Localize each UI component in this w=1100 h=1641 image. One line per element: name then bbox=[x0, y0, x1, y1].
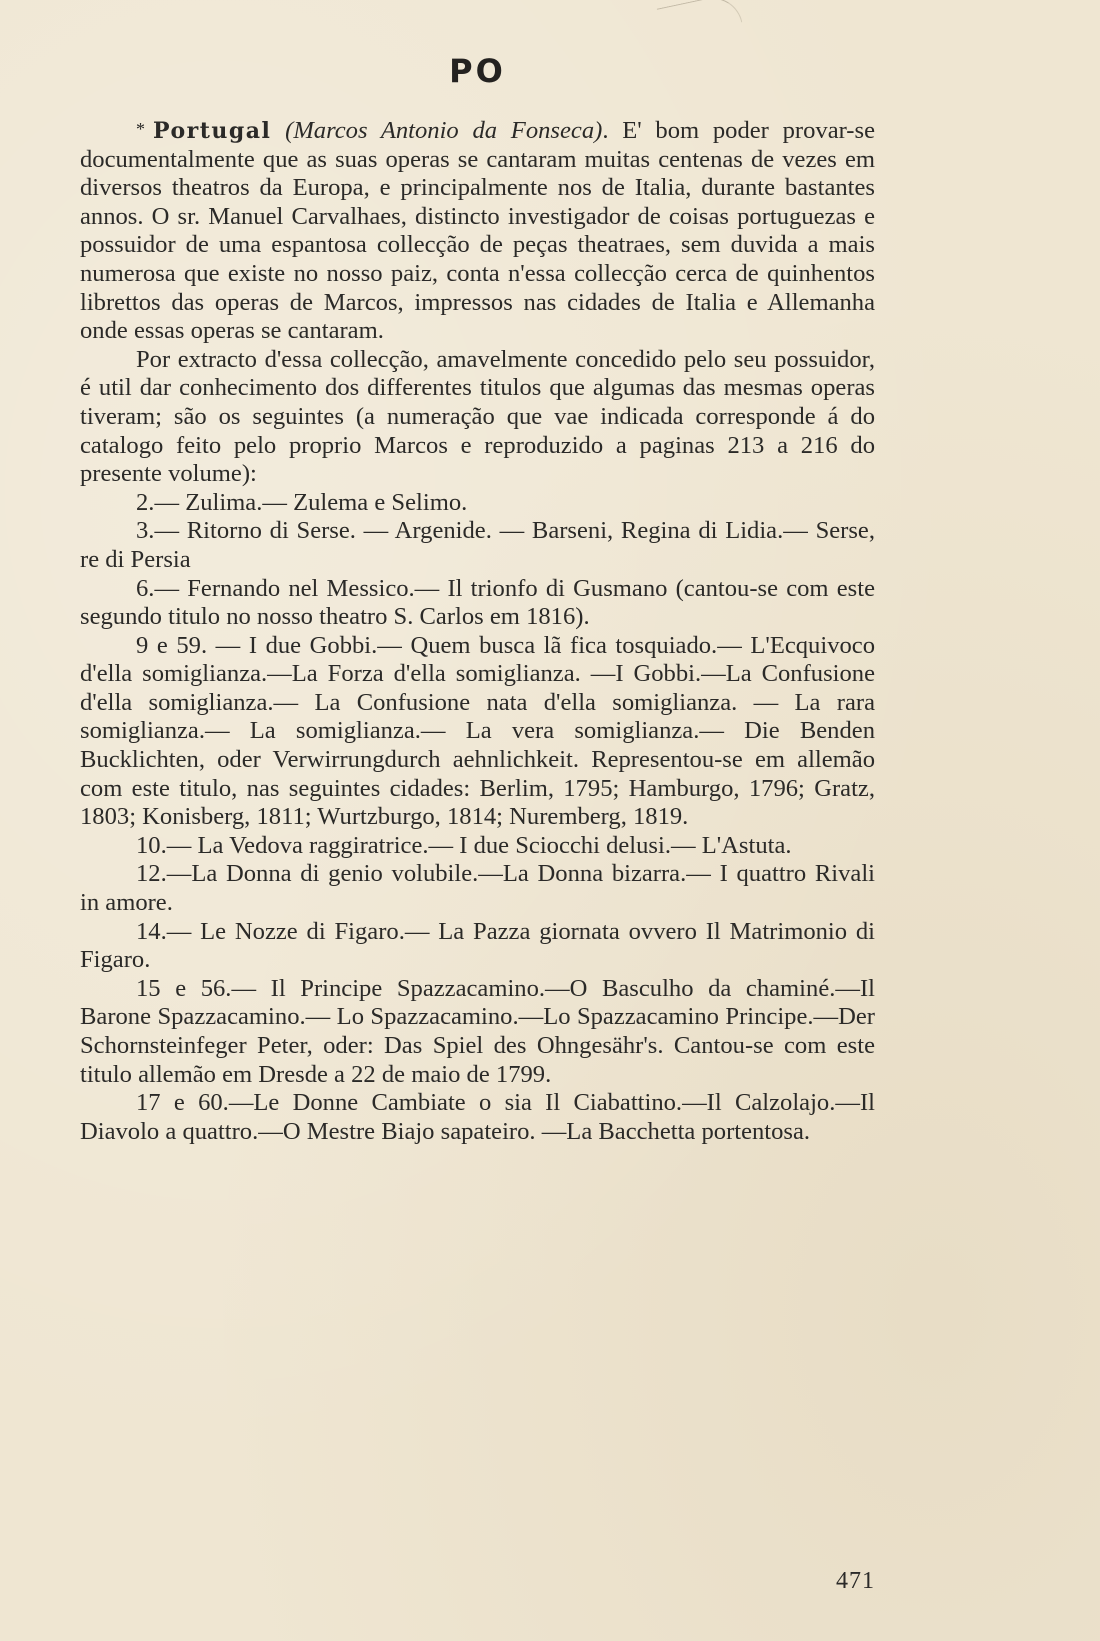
opera-title-list-item: 17 e 60.—Le Donne Cambiate o sia Il Ciabattino.—Il Calzolajo.—Il Diavolo a quattro.—O Mestre Biajo sapateiro. —La Bacchetta portentosa. bbox=[80, 1089, 875, 1145]
entry-paragraph bbox=[80, 115, 875, 346]
opera-title-list-item: 14.— Le Nozze di Figaro.— La Pazza giornata ovvero Il Matrimonio di Figaro. bbox=[80, 917, 875, 974]
opera-title-list-item: 2.— Zulima.— Zulema e Selimo. bbox=[136, 488, 468, 516]
opera-title-list-item: 3.— Ritorno di Serse. — Argenide. — Barseni, Regina di Lidia.— Serse, re di Persia bbox=[80, 517, 875, 573]
body-text bbox=[80, 115, 875, 1146]
opera-title-list-item: 15 e 56.— Il Principe Spazzacamino.—O Basculho da chaminé.—Il Barone Spazzacamino.— Lo Spazzacamino.—Lo Spazzacamino Principe.—Der Schornsteinfeger Peter, oder: Das Spiel des Ohngesähr's. Cantou-se com este titulo allemão em Dresde a 22 de maio de 1799. bbox=[80, 974, 875, 1088]
entry-headword: Portugal bbox=[153, 118, 272, 144]
entry-marker: * bbox=[136, 119, 145, 139]
opera-title-list-item: 9 e 59. — I due Gobbi.— Quem busca lã fica tosquiado.— L'Ecquivoco d'ella somiglianza.—La Forza d'ella somiglianza. —I Gobbi.—La Confusione d'ella somiglianza.— La Confusione nata d'ella somiglianza. — La rara somiglianza.— La somiglianza.— La vera somiglianza.— Die Benden Bucklichten, oder Verwirrungdurch aehnlichkeit. Representou-se em allemão com este titulo, nas seguintes cidades: Berlim, 1795; Hamburgo, 1796; Gratz, 1803; Konisberg, 1811; Wurtzburgo, 1814; Nuremberg, 1819. bbox=[80, 631, 875, 831]
paragraph: Por extracto d'essa collecção, amavelmente concedido pelo seu possuidor, é util dar conhecimento dos differentes titulos que algumas das mesmas operas tiveram; são os seguintes (a numeração que vae indicada corresponde á do catalogo feito pelo proprio Marcos e reproduzido a paginas 213 a 216 do presente volume): bbox=[80, 345, 875, 488]
entry-parenthetical: (Marcos Antonio da Fonseca) bbox=[285, 117, 603, 144]
opera-title-list-item: 12.—La Donna di genio volubile.—La Donna bizarra.— I quattro Rivali in amore. bbox=[80, 860, 875, 917]
page-content bbox=[80, 52, 875, 1595]
page-number: 471 bbox=[836, 1568, 875, 1594]
running-head: PO bbox=[449, 52, 506, 90]
opera-title-list-item: 6.— Fernando nel Messico.— Il trionfo di Gusmano (cantou-se com este segundo titulo no nosso theatro S. Carlos em 1816). bbox=[80, 574, 875, 631]
paper-fold-mark bbox=[657, 0, 743, 39]
paragraph-text: . E' bom poder provar-se documentalmente que as suas operas se cantaram muitas centenas de vezes em diversos theatros da Europa, e principalmente nos de Italia, durante bastantes annos. O sr. Manuel Carvalhaes, distincto investigador de coisas portuguezas e possuidor de uma espantosa collecção de peças theatraes, sem duvida a mais numerosa que existe no nosso paiz, conta n'essa collecção cerca de quinhentos librettos das operas de Marcos, impressos nas cidades de Italia e Allemanha onde essas operas se cantaram. bbox=[80, 117, 875, 345]
opera-title-list-item: 10.— La Vedova raggiratrice.— I due Sciocchi delusi.— L'Astuta. bbox=[136, 831, 792, 859]
